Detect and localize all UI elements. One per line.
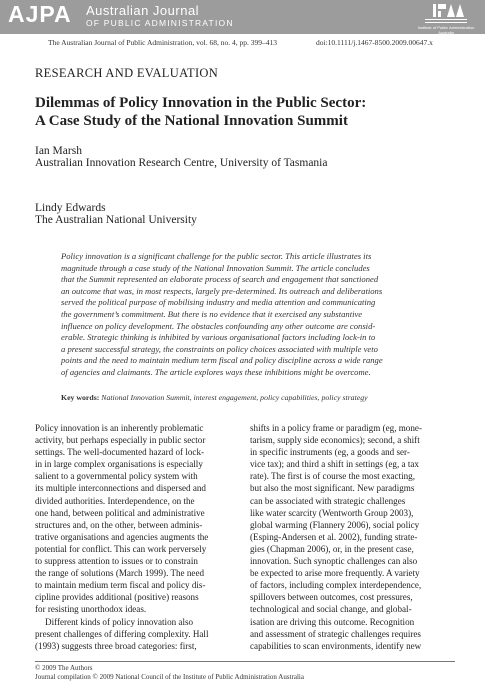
body-text-line: for resisting unorthodox ideas.	[35, 604, 147, 615]
article-title	[35, 94, 455, 130]
body-text-line: spillovers between outcomes, cost pressures,	[250, 592, 413, 603]
body-column-right	[250, 422, 455, 652]
article-title-line: A Case Study of the National Innovation Summit	[35, 113, 348, 129]
body-text-line: rate). The first is of course the most exacting,	[250, 471, 415, 482]
abstract-line: Policy innovation is a significant challenge for the public sector. This article illustrates its	[61, 251, 372, 261]
body-text-line: one hand, between political and administrative	[35, 507, 205, 518]
body-text-line: innovation. Such synoptic challenges can also	[250, 556, 418, 567]
body-text-line: in in large complex organisations is especially	[35, 459, 203, 470]
body-text-line: tarism, supply side economics); second, a shift	[250, 435, 420, 446]
author-affiliation: Australian Innovation Research Centre, University of Tasmania	[35, 157, 328, 169]
body-text-line: to suppress attention to issues or to constrain	[35, 556, 198, 567]
abstract-line: points and the need to maintain medium term fiscal and policy discipline across a wide range	[61, 355, 383, 366]
abstract-line: magnitude through a case study of the National Innovation Summit. The article concludes	[61, 262, 370, 273]
body-text-line: Policy innovation is an inherently problematic	[35, 423, 204, 433]
body-text-line: cipline provides additional (positive) reasons	[35, 592, 199, 603]
body-text-line: activity, but perhaps especially in public sector	[35, 435, 206, 446]
body-text-line: be expected to arise more frequently. A variety	[250, 568, 420, 579]
body-text-line: its multiple interconnections and dispersed and	[35, 483, 206, 494]
abstract-line: that the Summit represented an elaborate process of search and engagement that sanctioned	[61, 274, 379, 285]
author-block	[35, 202, 197, 226]
body-text-line: vice tax); and third a shift in settings (eg, a tax	[250, 459, 419, 470]
abstract-line: of agencies and claimants. The article explores ways these inhibitions might be overcome.	[61, 366, 371, 377]
body-text-line: structures and, on the other, between adminis-	[35, 519, 203, 530]
doi-link[interactable]: doi:10.1111/j.1467-8500.2009.00647.x	[316, 38, 433, 47]
body-text-line: and assessment of strategic challenges requires	[250, 628, 421, 639]
keywords	[61, 393, 461, 402]
body-text-line: the range of solutions (March 1999). The need	[35, 568, 205, 579]
body-text-line: settings. The well-documented hazard of lock-	[35, 447, 205, 458]
body-text-line: to maintain medium term fiscal and policy dis-	[35, 580, 206, 591]
ipaa-logo	[415, 3, 477, 35]
body-text-line: potential for conflict. This can work perversely	[35, 543, 207, 554]
abstract-line: served the political purpose of mobilising industry and media attention and communicating	[61, 297, 376, 308]
body-text-line: like water scarcity (Wentworth Group 2003),	[250, 507, 414, 518]
abstract	[61, 251, 450, 379]
abstract-line: an outcome that was, in most respects, largely pre-determined. Its outreach and deliberations	[61, 285, 383, 296]
author-name: Lindy Edwards	[35, 202, 106, 214]
keywords-text: National Innovation Summit, interest engagement, policy capabilities, policy strategy	[101, 393, 368, 402]
body-text-line: (Esping-Andersen et al. 2002), funding strate-	[250, 531, 418, 542]
journal-name: Australian Journal	[86, 3, 200, 18]
article-title-line: Dilemmas of Policy Innovation in the Public Sector:	[35, 95, 367, 111]
ipaa-logo-text: Institute of Public Administration Australia	[417, 25, 475, 35]
body-text-line: gies (Chapman 2006), or, in the present case,	[250, 543, 414, 554]
body-text-line: salient to a governmental policy system with	[35, 471, 198, 482]
author-name: Ian Marsh	[35, 145, 82, 157]
journal-compilation-notice: Journal compilation © 2009 National Council of the Institute of Public Administration Australia	[35, 673, 304, 681]
body-text-line: capabilities to scan environments, identify new	[250, 640, 422, 651]
author-block	[35, 145, 327, 169]
footer-rule	[35, 661, 455, 662]
body-text-line: of factors, including complex interdependence,	[250, 580, 422, 591]
author-affiliation: The Australian National University	[35, 214, 197, 226]
copyright-notice: © 2009 The Authors	[35, 664, 93, 672]
abstract-line: the government’s commitment. But there is no evidence that it exercised any substantive	[61, 308, 363, 319]
body-text-line: shifts in a policy frame or paradigm (eg, mone-	[250, 423, 422, 433]
body-column-left	[35, 422, 240, 652]
keywords-label: Key words:	[61, 393, 100, 402]
body-text-line: divided authorities. Interdependence, on the	[35, 495, 195, 506]
ipaa-logo-icon	[415, 3, 477, 25]
journal-abbreviation: AJPA	[8, 1, 72, 27]
body-text-line: trative organisations and agencies augments the	[35, 531, 209, 542]
abstract-line: a present successful strategy, the constraints on policy choices associated with multiple veto	[61, 343, 378, 354]
section-heading: RESEARCH AND EVALUATION	[35, 66, 219, 80]
body-text-line: can be associated with strategic challenges	[250, 495, 406, 506]
journal-banner	[0, 0, 485, 34]
body-text-line: but also the most significant. New paradigms	[250, 483, 415, 494]
body-text-line: global warming (Flannery 2006), social policy	[250, 519, 420, 530]
body-text-line: in specific instruments (eg, a goods and ser-	[250, 447, 410, 458]
body-text-line: Different kinds of policy innovation also	[45, 616, 194, 627]
body-text-line: technological and social change, and global-	[250, 604, 412, 615]
abstract-line: influence on policy development. The obstacles confounding any other outcome are consid-	[61, 320, 376, 331]
body-text-line: present challenges of differing complexity. Hall	[35, 628, 209, 639]
body-text-line: (1993) suggests three broad categories: first,	[35, 640, 197, 651]
journal-name-sub: OF PUBLIC ADMINISTRATION	[86, 18, 234, 28]
journal-citation: The Australian Journal of Public Administration, vol. 68, no. 4, pp. 399–413	[48, 38, 277, 47]
body-text-line: isation are driving this outcome. Recognition	[250, 616, 415, 627]
abstract-line: erable. Strategic thinking is inhibited by various organisational factors including lock-in to	[61, 332, 376, 343]
